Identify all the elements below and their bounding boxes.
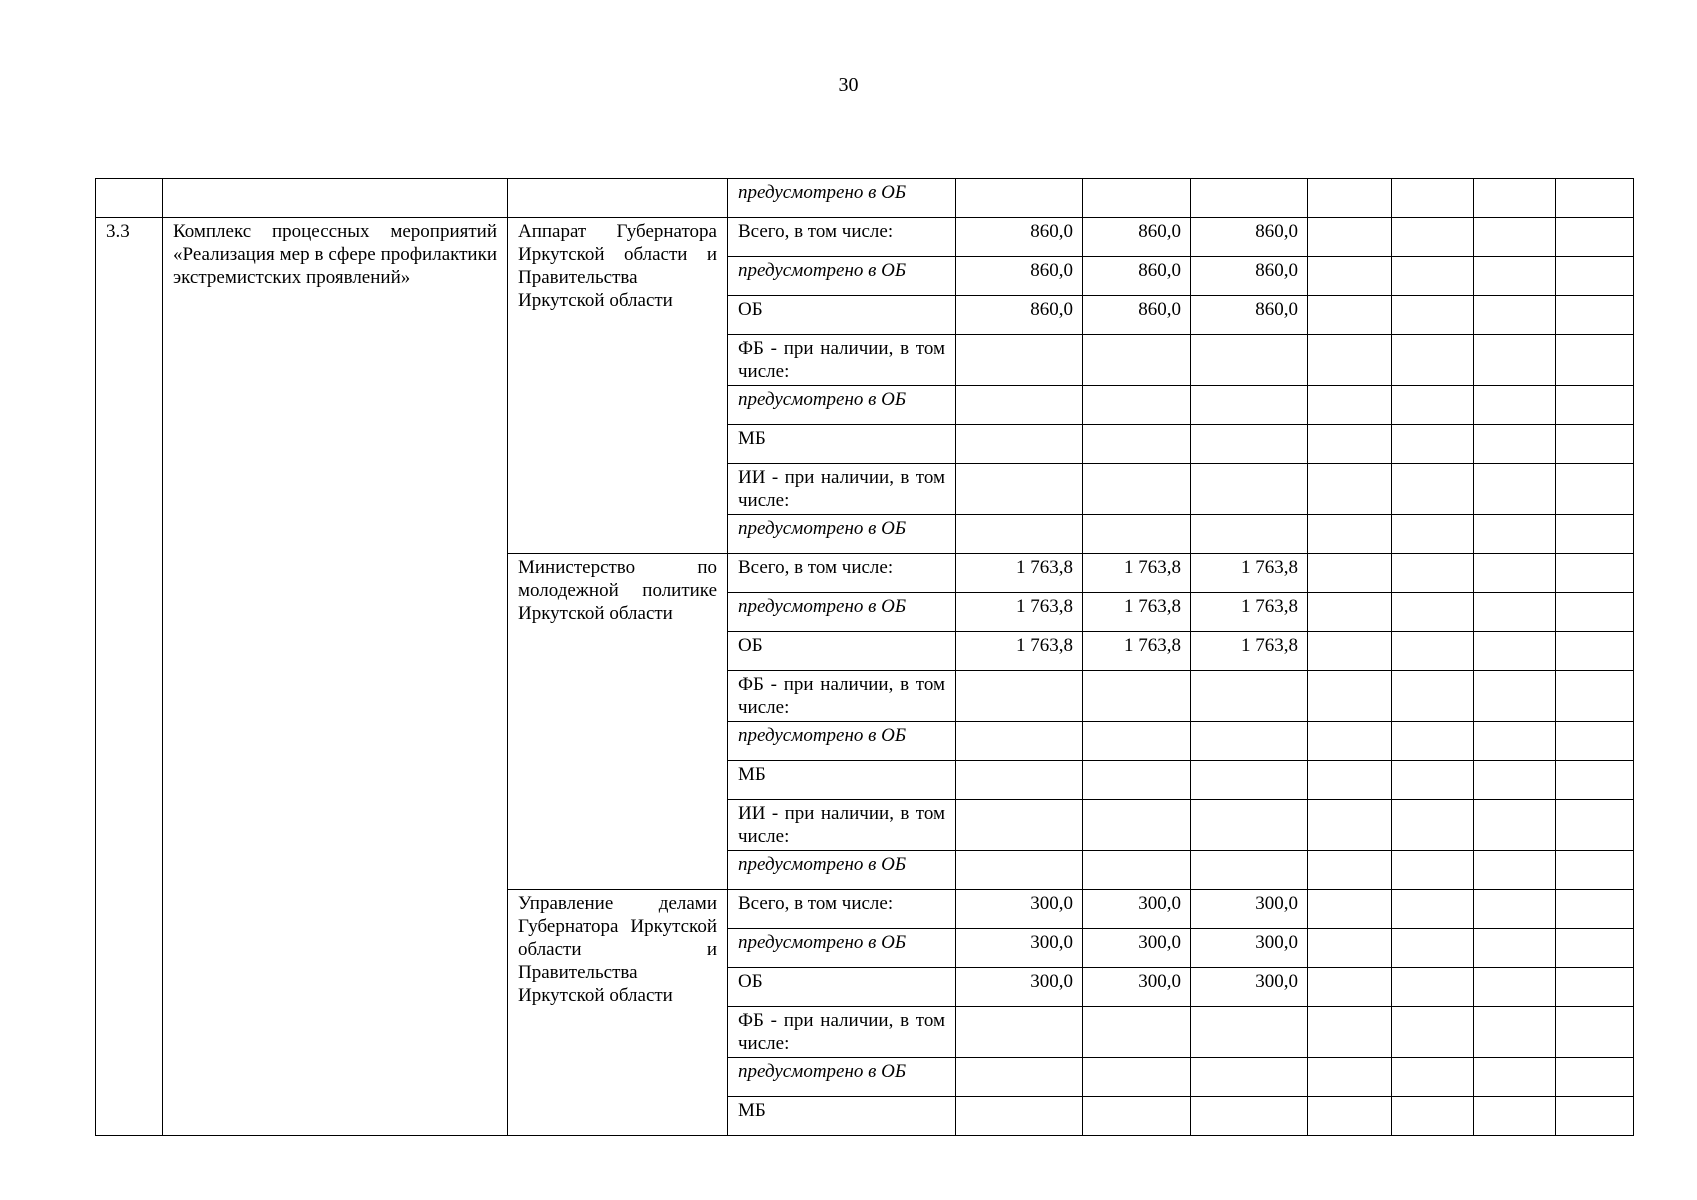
source-label-cell: предусмотрено в ОБ [728, 722, 956, 761]
value-cell: 860,0 [956, 296, 1083, 335]
source-label-cell: Всего, в том числе: [728, 218, 956, 257]
value-cell [1474, 593, 1556, 632]
value-cell [1474, 296, 1556, 335]
value-cell [1392, 296, 1474, 335]
table-row [96, 218, 1634, 257]
source-label-cell: ОБ [728, 632, 956, 671]
org-cell: Министерство по молодежной политике Иркутской области [508, 554, 728, 890]
value-cell [1083, 800, 1191, 851]
value-cell [1556, 593, 1634, 632]
value-cell [1083, 1007, 1191, 1058]
value-cell [1556, 386, 1634, 425]
value-cell [1083, 425, 1191, 464]
value-cell [1556, 1007, 1634, 1058]
value-cell [1392, 425, 1474, 464]
source-label-cell: ФБ - при наличии, в том числе: [728, 671, 956, 722]
value-cell [1392, 554, 1474, 593]
value-cell [1308, 257, 1392, 296]
value-cell: 300,0 [1191, 968, 1308, 1007]
value-cell [1474, 1058, 1556, 1097]
value-cell [1191, 800, 1308, 851]
value-cell [1474, 464, 1556, 515]
value-cell [1474, 1007, 1556, 1058]
source-label-cell: Всего, в том числе: [728, 890, 956, 929]
value-cell [1308, 218, 1392, 257]
value-cell [1083, 761, 1191, 800]
source-label-cell: предусмотрено в ОБ [728, 257, 956, 296]
value-cell [1392, 386, 1474, 425]
value-cell [1392, 1058, 1474, 1097]
value-cell: 860,0 [1191, 257, 1308, 296]
value-cell [1474, 425, 1556, 464]
value-cell: 860,0 [956, 257, 1083, 296]
value-cell [956, 1007, 1083, 1058]
source-label-cell: предусмотрено в ОБ [728, 179, 956, 218]
value-cell [1308, 632, 1392, 671]
value-cell: 1 763,8 [1191, 632, 1308, 671]
value-cell [1308, 671, 1392, 722]
value-cell [956, 386, 1083, 425]
value-cell [1191, 761, 1308, 800]
value-cell [1556, 335, 1634, 386]
source-label-cell: предусмотрено в ОБ [728, 1058, 956, 1097]
value-cell [1474, 179, 1556, 218]
value-cell [1083, 851, 1191, 890]
item-title-cell [163, 179, 508, 218]
value-cell: 860,0 [1083, 296, 1191, 335]
value-cell [1556, 632, 1634, 671]
value-cell [1191, 386, 1308, 425]
source-label-cell: ОБ [728, 968, 956, 1007]
value-cell [956, 335, 1083, 386]
value-cell [1556, 851, 1634, 890]
value-cell: 1 763,8 [1083, 632, 1191, 671]
value-cell: 1 763,8 [956, 632, 1083, 671]
value-cell [1308, 1058, 1392, 1097]
value-cell [1392, 761, 1474, 800]
value-cell: 300,0 [1083, 929, 1191, 968]
source-label-cell: предусмотрено в ОБ [728, 515, 956, 554]
org-cell: Аппарат Губернатора Иркутской области и Правительства Иркутской области [508, 218, 728, 554]
value-cell [1392, 800, 1474, 851]
value-cell [1392, 1097, 1474, 1136]
value-cell [1392, 671, 1474, 722]
value-cell [1392, 968, 1474, 1007]
value-cell [1083, 464, 1191, 515]
source-label-cell: ФБ - при наличии, в том числе: [728, 335, 956, 386]
source-label-cell: ИИ - при наличии, в том числе: [728, 464, 956, 515]
value-cell [1556, 515, 1634, 554]
value-cell [956, 851, 1083, 890]
org-cell [508, 179, 728, 218]
value-cell: 300,0 [1191, 929, 1308, 968]
value-cell [1392, 722, 1474, 761]
value-cell [1308, 890, 1392, 929]
value-cell [1191, 722, 1308, 761]
value-cell [1474, 890, 1556, 929]
value-cell: 300,0 [1191, 890, 1308, 929]
value-cell: 1 763,8 [1191, 593, 1308, 632]
value-cell [1474, 554, 1556, 593]
value-cell [1474, 800, 1556, 851]
value-cell [1308, 1097, 1392, 1136]
source-label-cell: предусмотрено в ОБ [728, 929, 956, 968]
value-cell [956, 1058, 1083, 1097]
value-cell [1556, 1097, 1634, 1136]
value-cell [956, 515, 1083, 554]
source-label-cell: ИИ - при наличии, в том числе: [728, 800, 956, 851]
value-cell [1392, 851, 1474, 890]
item-title-cell: Комплекс процессных мероприятий «Реализация мер в сфере профилактики экстремистских проявлений» [163, 218, 508, 1136]
value-cell [1474, 632, 1556, 671]
value-cell [1556, 179, 1634, 218]
value-cell [1191, 464, 1308, 515]
value-cell [1308, 425, 1392, 464]
value-cell [1308, 800, 1392, 851]
source-label-cell: ОБ [728, 296, 956, 335]
value-cell [1474, 218, 1556, 257]
source-label-cell: предусмотрено в ОБ [728, 851, 956, 890]
value-cell [956, 671, 1083, 722]
value-cell [1392, 515, 1474, 554]
value-cell [956, 761, 1083, 800]
value-cell [1474, 968, 1556, 1007]
value-cell [956, 425, 1083, 464]
value-cell: 1 763,8 [1083, 593, 1191, 632]
value-cell [1392, 890, 1474, 929]
value-cell [1392, 593, 1474, 632]
value-cell [1474, 515, 1556, 554]
value-cell [1308, 464, 1392, 515]
value-cell: 860,0 [956, 218, 1083, 257]
value-cell [1191, 515, 1308, 554]
value-cell [1308, 968, 1392, 1007]
source-label-cell: предусмотрено в ОБ [728, 386, 956, 425]
value-cell: 300,0 [956, 890, 1083, 929]
source-label-cell: МБ [728, 425, 956, 464]
value-cell [1191, 671, 1308, 722]
value-cell [1191, 1097, 1308, 1136]
value-cell: 300,0 [1083, 968, 1191, 1007]
value-cell [1474, 1097, 1556, 1136]
value-cell [1556, 722, 1634, 761]
value-cell [1556, 425, 1634, 464]
value-cell [956, 800, 1083, 851]
value-cell [1083, 671, 1191, 722]
value-cell [1474, 671, 1556, 722]
value-cell [1474, 761, 1556, 800]
source-label-cell: предусмотрено в ОБ [728, 593, 956, 632]
value-cell: 860,0 [1083, 257, 1191, 296]
value-cell: 860,0 [1083, 218, 1191, 257]
value-cell [1083, 1058, 1191, 1097]
item-number-cell [96, 179, 163, 218]
value-cell [1556, 296, 1634, 335]
value-cell [1308, 179, 1392, 218]
value-cell [1308, 335, 1392, 386]
value-cell: 300,0 [1083, 890, 1191, 929]
value-cell [1392, 929, 1474, 968]
value-cell [1556, 257, 1634, 296]
value-cell [1191, 1007, 1308, 1058]
value-cell [1474, 851, 1556, 890]
value-cell [1392, 257, 1474, 296]
value-cell [1556, 800, 1634, 851]
value-cell [1083, 722, 1191, 761]
value-cell [1308, 1007, 1392, 1058]
value-cell [1083, 1097, 1191, 1136]
value-cell [956, 179, 1083, 218]
value-cell [1308, 851, 1392, 890]
source-label-cell: ФБ - при наличии, в том числе: [728, 1007, 956, 1058]
source-label-cell: МБ [728, 1097, 956, 1136]
value-cell: 860,0 [1191, 218, 1308, 257]
value-cell [1556, 464, 1634, 515]
value-cell [1392, 1007, 1474, 1058]
value-cell: 1 763,8 [956, 554, 1083, 593]
value-cell: 1 763,8 [1083, 554, 1191, 593]
value-cell [1308, 296, 1392, 335]
value-cell [1308, 929, 1392, 968]
value-cell [1556, 929, 1634, 968]
value-cell [1474, 929, 1556, 968]
value-cell [1556, 761, 1634, 800]
value-cell: 860,0 [1191, 296, 1308, 335]
value-cell [956, 1097, 1083, 1136]
value-cell [1392, 179, 1474, 218]
value-cell [1308, 593, 1392, 632]
value-cell [1474, 722, 1556, 761]
value-cell [1308, 761, 1392, 800]
value-cell [1556, 968, 1634, 1007]
value-cell [1392, 464, 1474, 515]
page-number: 30 [838, 74, 859, 96]
value-cell [1083, 335, 1191, 386]
value-cell [1083, 515, 1191, 554]
value-cell [1556, 218, 1634, 257]
value-cell [1308, 722, 1392, 761]
value-cell: 1 763,8 [1191, 554, 1308, 593]
value-cell: 300,0 [956, 968, 1083, 1007]
value-cell [1191, 851, 1308, 890]
org-cell: Управление делами Губернатора Иркутской области и Правительства Иркутской области [508, 890, 728, 1136]
value-cell [956, 464, 1083, 515]
value-cell [1191, 1058, 1308, 1097]
value-cell [1308, 386, 1392, 425]
value-cell [1308, 554, 1392, 593]
value-cell [1556, 671, 1634, 722]
value-cell [1556, 554, 1634, 593]
value-cell [1556, 890, 1634, 929]
source-label-cell: МБ [728, 761, 956, 800]
continuation-row [96, 179, 1634, 218]
value-cell [1474, 335, 1556, 386]
budget-table [95, 178, 1634, 1136]
value-cell [1474, 257, 1556, 296]
value-cell [1392, 218, 1474, 257]
value-cell: 300,0 [956, 929, 1083, 968]
item-number-cell: 3.3 [96, 218, 163, 1136]
value-cell [1392, 335, 1474, 386]
source-label-cell: Всего, в том числе: [728, 554, 956, 593]
value-cell [1083, 179, 1191, 218]
value-cell [1191, 179, 1308, 218]
value-cell [956, 722, 1083, 761]
value-cell: 1 763,8 [956, 593, 1083, 632]
value-cell [1191, 335, 1308, 386]
value-cell [1083, 386, 1191, 425]
value-cell [1556, 1058, 1634, 1097]
value-cell [1191, 425, 1308, 464]
value-cell [1308, 515, 1392, 554]
value-cell [1474, 386, 1556, 425]
value-cell [1392, 632, 1474, 671]
